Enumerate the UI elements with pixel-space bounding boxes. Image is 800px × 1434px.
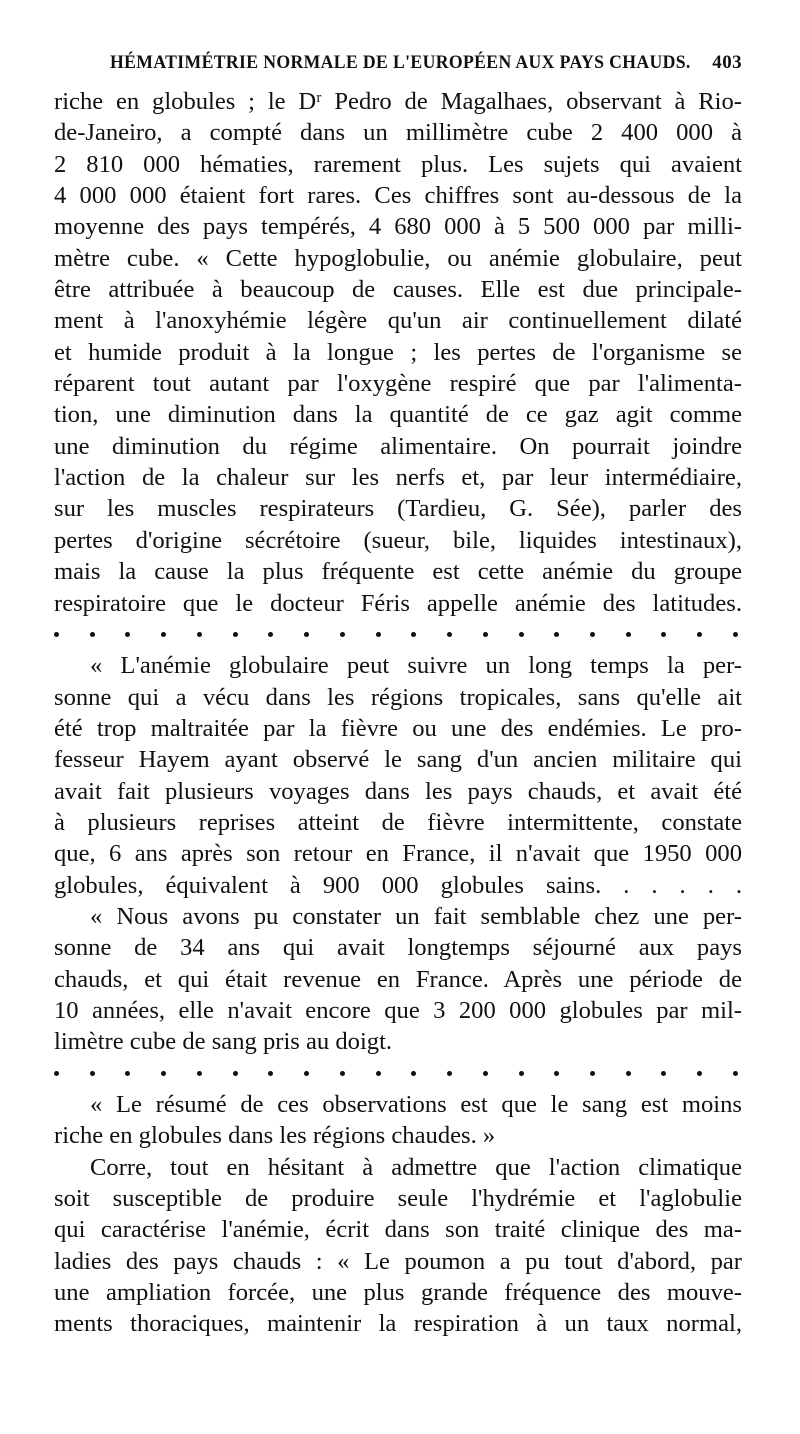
text-line: de-Janeiro, a compté dans un millimètre cube 2 400 000 à <box>54 119 742 147</box>
text-line: avait fait plusieurs voyages dans les pays chauds, et avait été <box>54 777 742 805</box>
text-line: sonne qui a vécu dans les régions tropicales, sans qu'elle ait <box>54 683 742 711</box>
ellipsis-dot <box>340 632 345 637</box>
ellipsis-dot <box>697 632 702 637</box>
body-text <box>54 86 742 1340</box>
ellipsis-dot <box>447 1071 452 1076</box>
ellipsis-dot <box>340 1071 345 1076</box>
text-line: une ampliation forcée, une plus grande fréquence des mouve- <box>54 1279 742 1307</box>
text-line: pertes d'origine sécrétoire (sueur, bile, liquides intestinaux), <box>54 526 742 554</box>
text-line: fesseur Hayem ayant observé le sang d'un ancien militaire qui <box>54 746 742 774</box>
text-line: mais la cause la plus fréquente est cette anémie du groupe <box>54 558 742 586</box>
text-line: sonne de 34 ans qui avait longtemps séjourné aux pays <box>54 934 742 962</box>
ellipsis-dot <box>304 632 309 637</box>
ellipsis-dot <box>233 1071 238 1076</box>
text-line: à plusieurs reprises atteint de fièvre intermittente, constate <box>54 808 742 836</box>
paragraph-1 <box>54 86 742 619</box>
ellipsis-dot <box>125 632 130 637</box>
ellipsis-dot <box>54 1071 59 1076</box>
ellipsis-dot <box>447 632 452 637</box>
ellipsis-dot <box>161 1071 166 1076</box>
text-line: chauds, et qui était revenue en France. Après une période de <box>54 965 742 993</box>
text-line: Corre, tout en hésitant à admettre que l'action climatique <box>90 1153 742 1181</box>
ellipsis-dot <box>304 1071 309 1076</box>
ellipsis-dot <box>519 1071 524 1076</box>
ellipsis-dot <box>483 632 488 637</box>
text-line: qui caractérise l'anémie, écrit dans son traité clinique des ma- <box>54 1216 742 1244</box>
text-line: 4 000 000 étaient fort rares. Ces chiffres sont au-dessous de la <box>54 182 742 210</box>
text-line: respiratoire que le docteur Féris appelle anémie des latitudes. <box>54 589 742 617</box>
ellipsis-dot <box>54 632 59 637</box>
text-line: riche en globules dans les régions chaudes. » <box>54 1122 496 1150</box>
text-line: réparent tout autant par l'oxygène respiré que par l'alimenta- <box>54 370 742 398</box>
ellipsis-dot <box>233 632 238 637</box>
ellipsis-dot <box>483 1071 488 1076</box>
ellipsis-row <box>54 1058 742 1089</box>
ellipsis-dot <box>697 1071 702 1076</box>
text-line: globules, équivalent à 900 000 globules sains. . . . . . <box>54 871 742 899</box>
ellipsis-dot <box>268 1071 273 1076</box>
text-line: 10 années, elle n'avait encore que 3 200 000 globules par mil- <box>54 996 742 1024</box>
ellipsis-dot <box>125 1071 130 1076</box>
text-line: 2 810 000 hématies, rarement plus. Les sujets qui avaient <box>54 150 742 178</box>
ellipsis-dot <box>661 632 666 637</box>
ellipsis-dot <box>626 632 631 637</box>
text-line: l'action de la chaleur sur les nerfs et, par leur intermédiaire, <box>54 464 742 492</box>
paragraph-2 <box>54 650 742 901</box>
ellipsis-dot <box>626 1071 631 1076</box>
paragraph-4 <box>54 1089 742 1152</box>
text-line: être attribuée à beaucoup de causes. Elle est due principale- <box>54 276 742 304</box>
ellipsis-dot <box>733 632 738 637</box>
ellipsis-dot <box>411 1071 416 1076</box>
ellipsis-dot <box>733 1071 738 1076</box>
ellipsis-dot <box>376 632 381 637</box>
running-header <box>110 52 740 78</box>
ellipsis-dot <box>411 632 416 637</box>
page-number: 403 <box>712 52 742 73</box>
ellipsis-dot <box>90 1071 95 1076</box>
ellipsis-dot <box>197 632 202 637</box>
ellipsis-dot <box>197 1071 202 1076</box>
text-line: « Le résumé de ces observations est que le sang est moins <box>90 1091 742 1118</box>
ellipsis-dot <box>590 632 595 637</box>
ellipsis-dot <box>268 632 273 637</box>
ellipsis-dot <box>161 632 166 637</box>
paragraph-3 <box>54 901 742 1058</box>
text-line: « L'anémie globulaire peut suivre un long temps la per- <box>90 652 742 680</box>
ellipsis-dot <box>554 1071 559 1076</box>
text-line: mètre cube. « Cette hypoglobulie, ou anémie globulaire, peut <box>54 244 742 272</box>
text-line: tion, une diminution dans la quantité de ce gaz agit comme <box>54 401 742 429</box>
text-line: moyenne des pays tempérés, 4 680 000 à 5 500 000 par milli- <box>54 213 742 241</box>
text-line: que, 6 ans après son retour en France, il n'avait que 1950 000 <box>54 840 742 868</box>
text-line: sur les muscles respirateurs (Tardieu, G. Sée), parler des <box>54 495 742 523</box>
ellipsis-dot <box>661 1071 666 1076</box>
text-line: limètre cube de sang pris au doigt. <box>54 1028 393 1056</box>
ellipsis-dot <box>90 632 95 637</box>
ellipsis-dot <box>554 632 559 637</box>
ellipsis-dot <box>590 1071 595 1076</box>
text-line: ment à l'anoxyhémie légère qu'un air continuellement dilaté <box>54 307 742 335</box>
text-line: ladies des pays chauds : « Le poumon a pu tout d'abord, par <box>54 1247 742 1275</box>
text-line: été trop maltraitée par la fièvre ou une des endémies. Le pro- <box>54 714 742 742</box>
text-line: et humide produit à la longue ; les pertes de l'organisme se <box>54 338 742 366</box>
text-line: soit susceptible de produire seule l'hydrémie et l'aglobulie <box>54 1185 742 1213</box>
ellipsis-dot <box>519 632 524 637</box>
ellipsis-dot <box>376 1071 381 1076</box>
paragraph-5 <box>54 1152 742 1340</box>
text-line: ments thoraciques, maintenir la respiration à un taux normal, <box>54 1310 742 1338</box>
running-title: HÉMATIMÉTRIE NORMALE DE L'EUROPÉEN AUX PAYS CHAUDS. <box>110 52 691 73</box>
text-line: « Nous avons pu constater un fait semblable chez une per- <box>90 902 742 930</box>
text-line: une diminution du régime alimentaire. On pourrait joindre <box>54 432 742 460</box>
ellipsis-row <box>54 619 742 650</box>
text-line: riche en globules ; le Dʳ Pedro de Magalhaes, observant à Rio- <box>54 88 742 115</box>
